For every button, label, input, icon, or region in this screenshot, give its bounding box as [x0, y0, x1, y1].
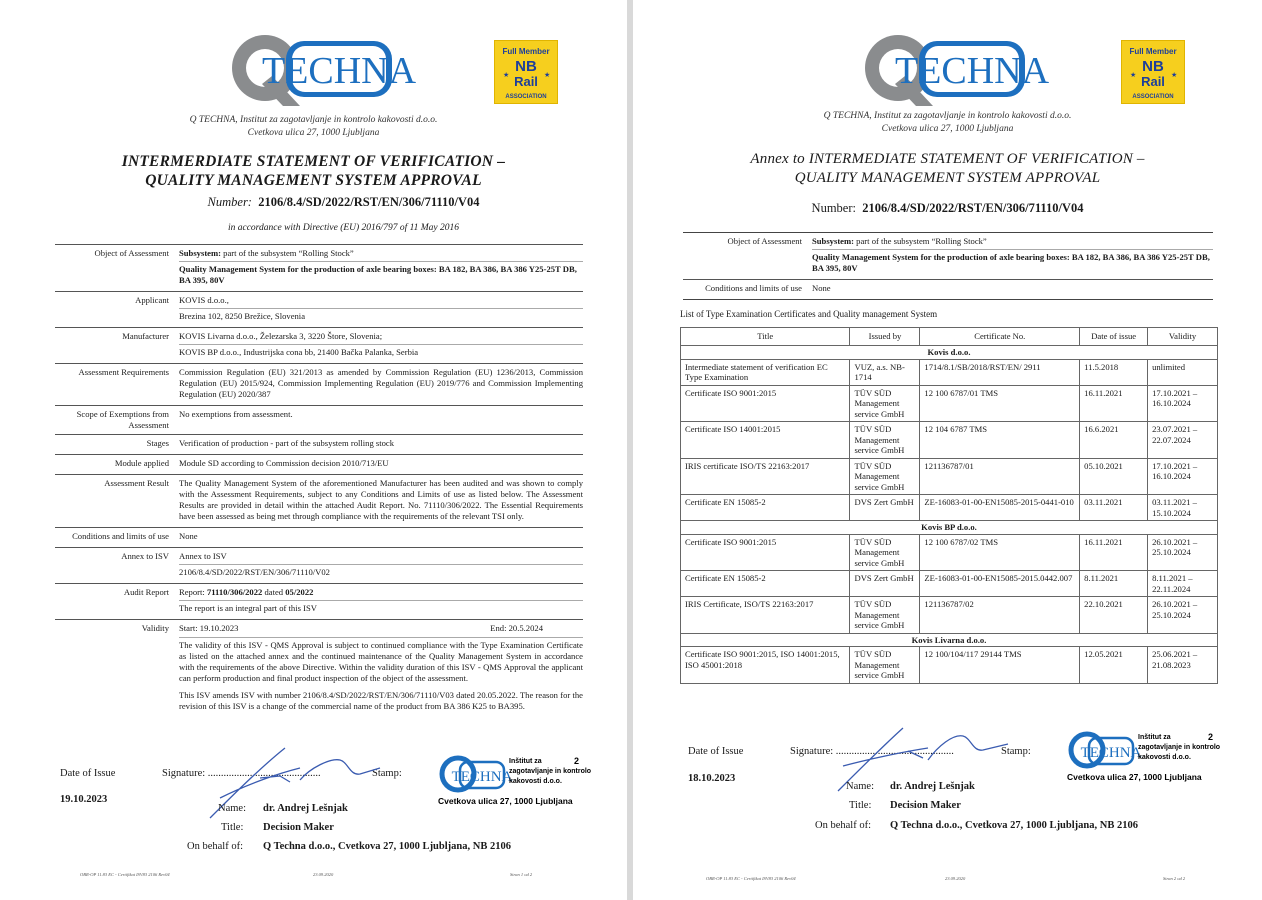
behalf-value: Q Techna d.o.o., Cvetkova 27, 1000 Ljubljana, NB 2106 [263, 841, 511, 852]
table-cell: 16.11.2021 [1080, 385, 1148, 422]
company-stamp [434, 752, 592, 817]
title-value: Decision Maker [890, 800, 961, 811]
table-row [681, 422, 1218, 459]
form-code: OBR-OP 11.83 EC - Certifikat ISV83 2106 Rev04 [80, 872, 170, 877]
page-number: Stran 1 od 2 [510, 872, 533, 877]
table-cell: Certificate EN 15085-2 [681, 571, 850, 597]
table-cell: 17.10.2021 – 16.10.2024 [1148, 458, 1218, 495]
svg-text:zagotavljanje in kontrolo: zagotavljanje in kontrolo [509, 768, 592, 775]
date-of-issue-label: Date of Issue [60, 768, 116, 779]
table-cell: 1714/8.1/SB/2018/RST/EN/ 2911 [920, 359, 1080, 385]
table-cell: Certificate ISO 14001:2015 [681, 422, 850, 459]
table-cell: TÜV SÜD Management service GmbH [850, 534, 920, 571]
row-annex: Annex to ISV Annex to ISV 2106/8.4/SD/2022/RST/EN/306/71110/V02 [55, 547, 583, 583]
signature-scribble [190, 738, 390, 828]
table-header-cell: Issued by [850, 328, 920, 346]
table-cell: 05.10.2021 [1080, 458, 1148, 495]
behalf-value: Q Techna d.o.o., Cvetkova 27, 1000 Ljubljana, NB 2106 [890, 820, 1138, 831]
form-code: OBR-OP 11.83 EC - Certifikat ISV83 2106 Rev04 [706, 876, 796, 881]
logo-text: TECHNA [261, 50, 417, 92]
date-of-issue-label: Date of Issue [688, 746, 744, 757]
table-cell: 17.10.2021 – 16.10.2024 [1148, 385, 1218, 422]
row-label: Object of Assessment [94, 248, 169, 258]
date-of-issue-value: 18.10.2023 [688, 773, 736, 784]
title-label: Title: [221, 822, 244, 833]
table-cell: 22.10.2021 [1080, 597, 1148, 634]
name-label: Name: [218, 803, 246, 814]
table-row [681, 359, 1218, 385]
table-cell: 11.5.2018 [1080, 359, 1148, 385]
table-cell: unlimited [1148, 359, 1218, 385]
group-row [681, 346, 1218, 360]
directive-line: in accordance with Directive (EU) 2016/797 of 11 May 2016 [227, 223, 460, 233]
nb-rail-badge [494, 40, 558, 104]
row-validity: Validity Start: 19.10.2023 End: 20.5.2024 The validity of this ISV - QMS Approval is subject to continued compliance with the Type Examination Certificate as listed on the attached annex and the continued maintenance of the Quality Management System in accordance with the requirements of the above Directive. Within the validity duration of this ISV - QMS Approval the applicant can perform production and final product inspection of the object of the assessment. This ISV amends ISV with number 2106/8.4/SD/2022/RST/EN/306/71110/V03 dated 20.05.2022. The reason for the revision of this ISV is a change of the commercial name of the product from BA 386 K25 to BA395. [55, 619, 583, 717]
annex-title: Annex to INTERMEDIATE STATEMENT OF VERIFICATION – QUALITY MANAGEMENT SYSTEM APPROVAL [750, 151, 1145, 186]
svg-text:2: 2 [1208, 732, 1214, 742]
svg-text:TECHNA: TECHNA [1080, 745, 1142, 761]
table-row [681, 458, 1218, 495]
table-cell: 03.11.2021 – 15.10.2024 [1148, 495, 1218, 521]
table-cell: TÜV SÜD Management service GmbH [850, 385, 920, 422]
signature-line: Signature: ........................................... [162, 768, 321, 779]
statement-table [55, 244, 583, 717]
table-cell: TÜV SÜD Management service GmbH [850, 458, 920, 495]
behalf-label: On behalf of: [187, 841, 243, 852]
document-page-2 [633, 0, 1262, 900]
row-value: Quality Management System for the production of axle bearing boxes: BA 182, BA 386, BA 386 Y25-25T DB, BA 395, 80V [179, 261, 583, 286]
svg-text:ASSOCIATION: ASSOCIATION [505, 94, 547, 100]
date-of-issue-value: 19.10.2023 [60, 794, 108, 805]
table-cell: 26.10.2021 – 25.10.2024 [1148, 534, 1218, 571]
table-cell: 121136787/01 [920, 458, 1080, 495]
row-conditions: Conditions and limits of use None [55, 527, 583, 547]
table-cell: 12 100 6787/01 TMS [920, 385, 1080, 422]
row-result: Assessment Result The Quality Management System of the aforementioned Manufacturer has been audited and was shown to comply with the Assessment Requirements, subject to any Conditions and Limits of use as listed below. The Assessment Results are provided in detail within the attached Audit Report. No. 71110/306/2022. The Essential Requirements have been assessed as being met through compliance with the requirements of the relevant TSI only. [55, 474, 583, 527]
signature-line: Signature: ............................................. [790, 746, 954, 757]
svg-text:★: ★ [1130, 71, 1137, 79]
table-cell: ZE-16083-01-00-EN15085-2015.0442.007 [920, 571, 1080, 597]
table-cell: DVS Zert GmbH [850, 571, 920, 597]
table-cell: Certificate EN 15085-2 [681, 495, 850, 521]
svg-text:zagotavljanje in kontrolo: zagotavljanje in kontrolo [1138, 744, 1221, 751]
svg-text:Full Member: Full Member [502, 47, 550, 56]
svg-text:NB: NB [515, 58, 537, 75]
company-stamp [1063, 728, 1221, 793]
behalf-label: On behalf of: [815, 820, 871, 831]
svg-text:kakovosti d.o.o.: kakovosti d.o.o. [1138, 754, 1191, 761]
row-audit: Audit Report Report: 71110/306/2022 dated 05/2022 The report is an integral part of this ISV [55, 583, 583, 619]
svg-text:Cvetkova ulica 27, 1000 Ljublj: Cvetkova ulica 27, 1000 Ljubljana [438, 796, 573, 806]
table-cell: 16.11.2021 [1080, 534, 1148, 571]
group-name: Kovis Livarna d.o.o. [681, 633, 1218, 647]
table-cell: TÜV SÜD Management service GmbH [850, 597, 920, 634]
table-cell: 03.11.2021 [1080, 495, 1148, 521]
row-stages: Stages Verification of production - part of the subsystem rolling stock [55, 434, 583, 454]
institute-address: Q TECHNA, Institut za zagotavljanje in kontrolo kakovosti d.o.o. Cvetkova ulica 27, 1000 Ljubljana [823, 111, 1072, 134]
table-header-cell: Title [681, 328, 850, 346]
annex-summary-table: Object of Assessment Subsystem: part of the subsystem “Rolling Stock” Quality Management System for the production of axle bearing boxes: BA 182, BA 386, BA 386 Y25-25T DB, BA 395, 80V Conditions and limits of use None [683, 232, 1213, 300]
table-cell: 25.06.2021 – 21.08.2023 [1148, 647, 1218, 684]
table-cell: 26.10.2021 – 25.10.2024 [1148, 597, 1218, 634]
stamp-label: Stamp: [372, 768, 402, 779]
table-header-cell: Validity [1148, 328, 1218, 346]
document-page-1 [0, 0, 627, 900]
table-cell: 8.11.2021 [1080, 571, 1148, 597]
qtechna-logo [228, 30, 417, 108]
table-cell: 16.6.2021 [1080, 422, 1148, 459]
table-cell: ZE-16083-01-00-EN15085-2015-0441-010 [920, 495, 1080, 521]
svg-text:NB: NB [1142, 58, 1164, 75]
row-manufacturer: Manufacturer KOVIS Livarna d.o.o., Železarska 3, 3220 Štore, Slovenia; KOVIS BP d.o.o., Industrijska cona bb, 21400 Bačka Palanka, Serbia [55, 327, 583, 363]
table-row [681, 495, 1218, 521]
table-header-cell: Certificate No. [920, 328, 1080, 346]
name-value: dr. Andrej Lešnjak [263, 803, 348, 814]
table-row [681, 647, 1218, 684]
table-cell: DVS Zert GmbH [850, 495, 920, 521]
nb-rail-badge [1121, 40, 1185, 104]
table-cell: 121136787/02 [920, 597, 1080, 634]
svg-text:Inštitut za: Inštitut za [1138, 734, 1171, 741]
table-cell: IRIS certificate ISO/TS 22163:2017 [681, 458, 850, 495]
certificate-table [680, 327, 1218, 684]
table-cell: 12 104 6787 TMS [920, 422, 1080, 459]
table-cell: Intermediate statement of verification EC Type Examination [681, 359, 850, 385]
table-cell: Certificate ISO 9001:2015, ISO 14001:2015, ISO 45001:2018 [681, 647, 850, 684]
svg-text:2: 2 [574, 756, 580, 766]
group-row [681, 633, 1218, 647]
table-header-cell: Date of issue [1080, 328, 1148, 346]
svg-text:Rail: Rail [514, 74, 538, 89]
table-cell: Certificate ISO 9001:2015 [681, 385, 850, 422]
group-name: Kovis BP d.o.o. [681, 521, 1218, 535]
title-label: Title: [849, 800, 872, 811]
table-cell: 8.11.2021 – 22.11.2024 [1148, 571, 1218, 597]
table-cell: Certificate ISO 9001:2015 [681, 534, 850, 571]
form-date: 23.09.2020 [945, 876, 966, 881]
group-row [681, 521, 1218, 535]
table-cell: 12 100 6787/02 TMS [920, 534, 1080, 571]
row-requirements: Assessment Requirements Commission Regulation (EU) 321/2013 as amended by Commission Regulation (EU) 1236/2013, Commission Regulation (EU) 2015/924, Commission Implementing Regulation (EU) 2019/776 and Commission Implementing Regulation (EU) 2020/387 [55, 363, 583, 405]
document-title: INTERMERDIATE STATEMENT OF VERIFICATION – QUALITY MANAGEMENT SYSTEM APPROVAL [121, 153, 506, 189]
row-object [55, 244, 583, 291]
table-row [681, 385, 1218, 422]
svg-text:★: ★ [503, 71, 510, 79]
svg-text:Cvetkova ulica 27, 1000 Ljublj: Cvetkova ulica 27, 1000 Ljubljana [1067, 772, 1202, 782]
institute-address: Q TECHNA, Institut za zagotavljanje in kontrolo kakovosti d.o.o. Cvetkova ulica 27, 1000 Ljubljana [189, 115, 438, 138]
row-exemptions: Scope of Exemptions from Assessment No exemptions from assessment. [55, 405, 583, 434]
svg-text:Inštitut za: Inštitut za [509, 758, 542, 765]
page-number: Stran 2 od 2 [1163, 876, 1186, 881]
table-row [681, 571, 1218, 597]
table-cell: VUZ, a.s. NB-1714 [850, 359, 920, 385]
table-row [681, 534, 1218, 571]
table-cell: 12 100/104/117 29144 TMS [920, 647, 1080, 684]
svg-text:kakovosti d.o.o.: kakovosti d.o.o. [509, 778, 562, 785]
table-cell: 12.05.2021 [1080, 647, 1148, 684]
signature-scribble [813, 716, 1013, 806]
title-value: Decision Maker [263, 822, 334, 833]
certificate-list-heading: List of Type Examination Certificates and Quality management System [680, 309, 938, 319]
svg-text:★: ★ [544, 71, 551, 79]
svg-text:TECHNA: TECHNA [451, 769, 513, 785]
table-cell: IRIS Certificate, ISO/TS 22163:2017 [681, 597, 850, 634]
group-name: Kovis d.o.o. [681, 346, 1218, 360]
row-module: Module applied Module SD according to Commission decision 2010/713/EU [55, 454, 583, 474]
name-label: Name: [846, 781, 874, 792]
stamp-label: Stamp: [1001, 746, 1031, 757]
svg-text:ASSOCIATION: ASSOCIATION [1132, 94, 1174, 100]
svg-text:★: ★ [1171, 71, 1178, 79]
document-number: Number: 2106/8.4/SD/2022/RST/EN/306/71110/V04 [207, 195, 480, 209]
document-number: Number: 2106/8.4/SD/2022/RST/EN/306/71110/V04 [811, 201, 1084, 215]
qtechna-logo [861, 30, 1050, 108]
table-cell: TÜV SÜD Management service GmbH [850, 422, 920, 459]
svg-text:Rail: Rail [1141, 74, 1165, 89]
table-cell: 23.07.2021 – 22.07.2024 [1148, 422, 1218, 459]
table-cell: TÜV SÜD Management service GmbH [850, 647, 920, 684]
svg-text:Full Member: Full Member [1129, 47, 1177, 56]
name-value: dr. Andrej Lešnjak [890, 781, 975, 792]
svg-text:TECHNA: TECHNA [894, 50, 1050, 92]
row-value: Subsystem: part of the subsystem “Rolling Stock” [179, 248, 354, 258]
form-date: 23.09.2020 [313, 872, 334, 877]
row-applicant: Applicant KOVIS d.o.o., Brezina 102, 8250 Brežice, Slovenia [55, 291, 583, 327]
table-row [681, 597, 1218, 634]
